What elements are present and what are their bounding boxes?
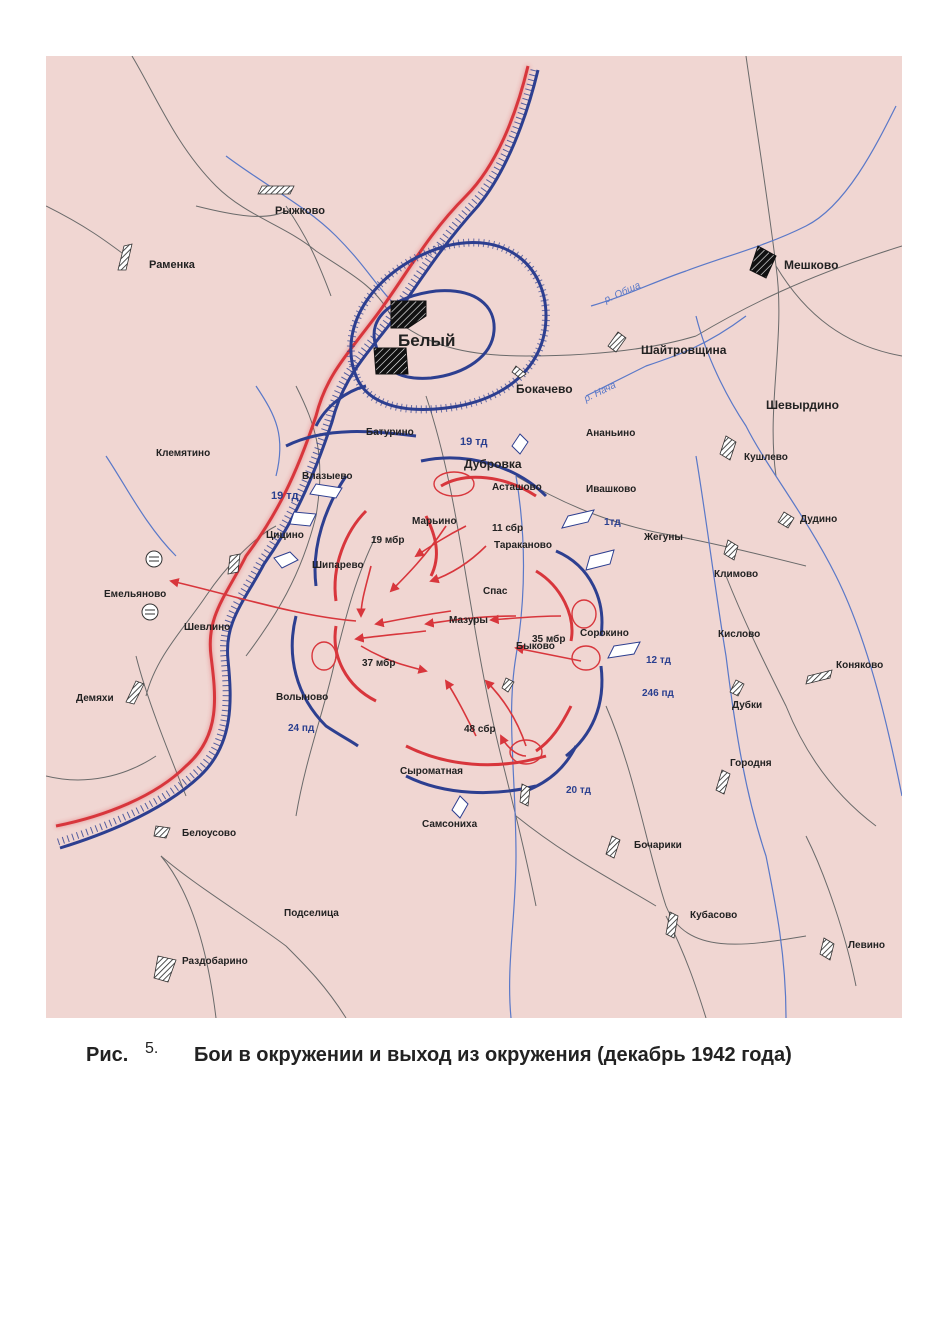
town-podselitsa: Подселица bbox=[284, 908, 339, 919]
town-bykovo: Быково bbox=[516, 641, 555, 652]
town-astashovo: Асташово bbox=[492, 482, 542, 493]
town-mazury: Мазуры bbox=[449, 615, 488, 626]
town-sorokino: Сорокино bbox=[580, 628, 629, 639]
unit-19mbr: 19 мбр bbox=[371, 535, 405, 546]
unit-19td-left: 19 тд bbox=[271, 490, 299, 502]
town-belyi: Белый bbox=[398, 331, 456, 350]
river-label-nacha: р. Нача bbox=[582, 379, 618, 405]
town-bokachevo: Бокачево bbox=[516, 382, 573, 396]
town-syromyatnaya: Сыроматная bbox=[400, 766, 464, 777]
town-dubki: Дубки bbox=[732, 700, 763, 711]
town-levino: Левино bbox=[848, 940, 886, 951]
town-ananino: Ананьино bbox=[586, 428, 636, 439]
town-demyakhi: Демяхи bbox=[76, 693, 114, 704]
town-kislovo: Кислово bbox=[718, 629, 761, 640]
town-konyakovo: Коняково bbox=[836, 660, 884, 671]
caption-number: 5. bbox=[145, 1040, 159, 1057]
town-tsitsino: Цицино bbox=[266, 530, 304, 541]
unit-246pd: 246 пд bbox=[642, 688, 674, 699]
town-kushlevo: Кушлево bbox=[744, 452, 788, 463]
town-ryzhkovo: Рыжково bbox=[275, 205, 325, 217]
town-shaitrovshchina: Шайтровщина bbox=[641, 343, 727, 357]
map-background bbox=[46, 56, 902, 1018]
caption-prefix: Рис. bbox=[86, 1044, 129, 1066]
town-volynovo: Волыново bbox=[276, 692, 329, 703]
town-belousovo: Белоусово bbox=[182, 828, 237, 839]
town-kubasovo: Кубасово bbox=[690, 910, 738, 921]
town-spas: Спас bbox=[483, 586, 508, 597]
unit-24pd: 24 пд bbox=[288, 723, 315, 734]
town-meshkovo: Мешково bbox=[784, 258, 839, 272]
unit-35mbr: 35 мбр bbox=[532, 634, 566, 645]
town-shevlino: Шевлино bbox=[184, 622, 231, 633]
unit-20td: 20 тд bbox=[566, 785, 592, 796]
town-vlazyevo: Влазыево bbox=[302, 471, 353, 482]
town-baturino: Батурино bbox=[366, 427, 414, 438]
unit-12td: 12 тд bbox=[646, 655, 672, 666]
unit-48sbr: 48 сбр bbox=[464, 724, 496, 735]
town-samsonikha: Самсониха bbox=[422, 819, 478, 830]
caption-text: Бои в окружении и выход из окружения (декабрь 1942 года) bbox=[194, 1044, 792, 1066]
unit-19td-top: 19 тд bbox=[460, 436, 488, 448]
figure-caption bbox=[86, 1040, 886, 1084]
town-shiparevo: Шипарево bbox=[312, 560, 364, 571]
town-gorodnya: Городня bbox=[730, 758, 772, 769]
town-dudino: Дудино bbox=[800, 514, 838, 525]
operations-map bbox=[46, 56, 902, 1018]
town-razdobarino: Раздобарино bbox=[182, 956, 248, 967]
town-zheguny: Жегуны bbox=[644, 532, 683, 543]
town-dubrovka: Дубровка bbox=[464, 457, 522, 471]
unit-11sbr: 11 сбр bbox=[492, 523, 524, 534]
town-emelyanovo: Емельяново bbox=[104, 589, 167, 600]
town-ivashkovo: Ивашково bbox=[586, 484, 637, 495]
town-ramenka: Раменка bbox=[149, 259, 195, 271]
river-label-obsha: р. Обша bbox=[602, 280, 643, 306]
town-shevyrdino: Шевырдино bbox=[766, 398, 839, 412]
town-tarakanovo: Тараканово bbox=[494, 540, 552, 551]
town-maryino: Марьино bbox=[412, 516, 457, 527]
unit-37mbr: 37 мбр bbox=[362, 658, 396, 669]
town-bochariki: Бочарики bbox=[634, 840, 682, 851]
town-klimovo: Климово bbox=[714, 569, 759, 580]
unit-1td: 1тд bbox=[604, 517, 621, 528]
town-klemyatino: Клемятино bbox=[156, 448, 211, 459]
